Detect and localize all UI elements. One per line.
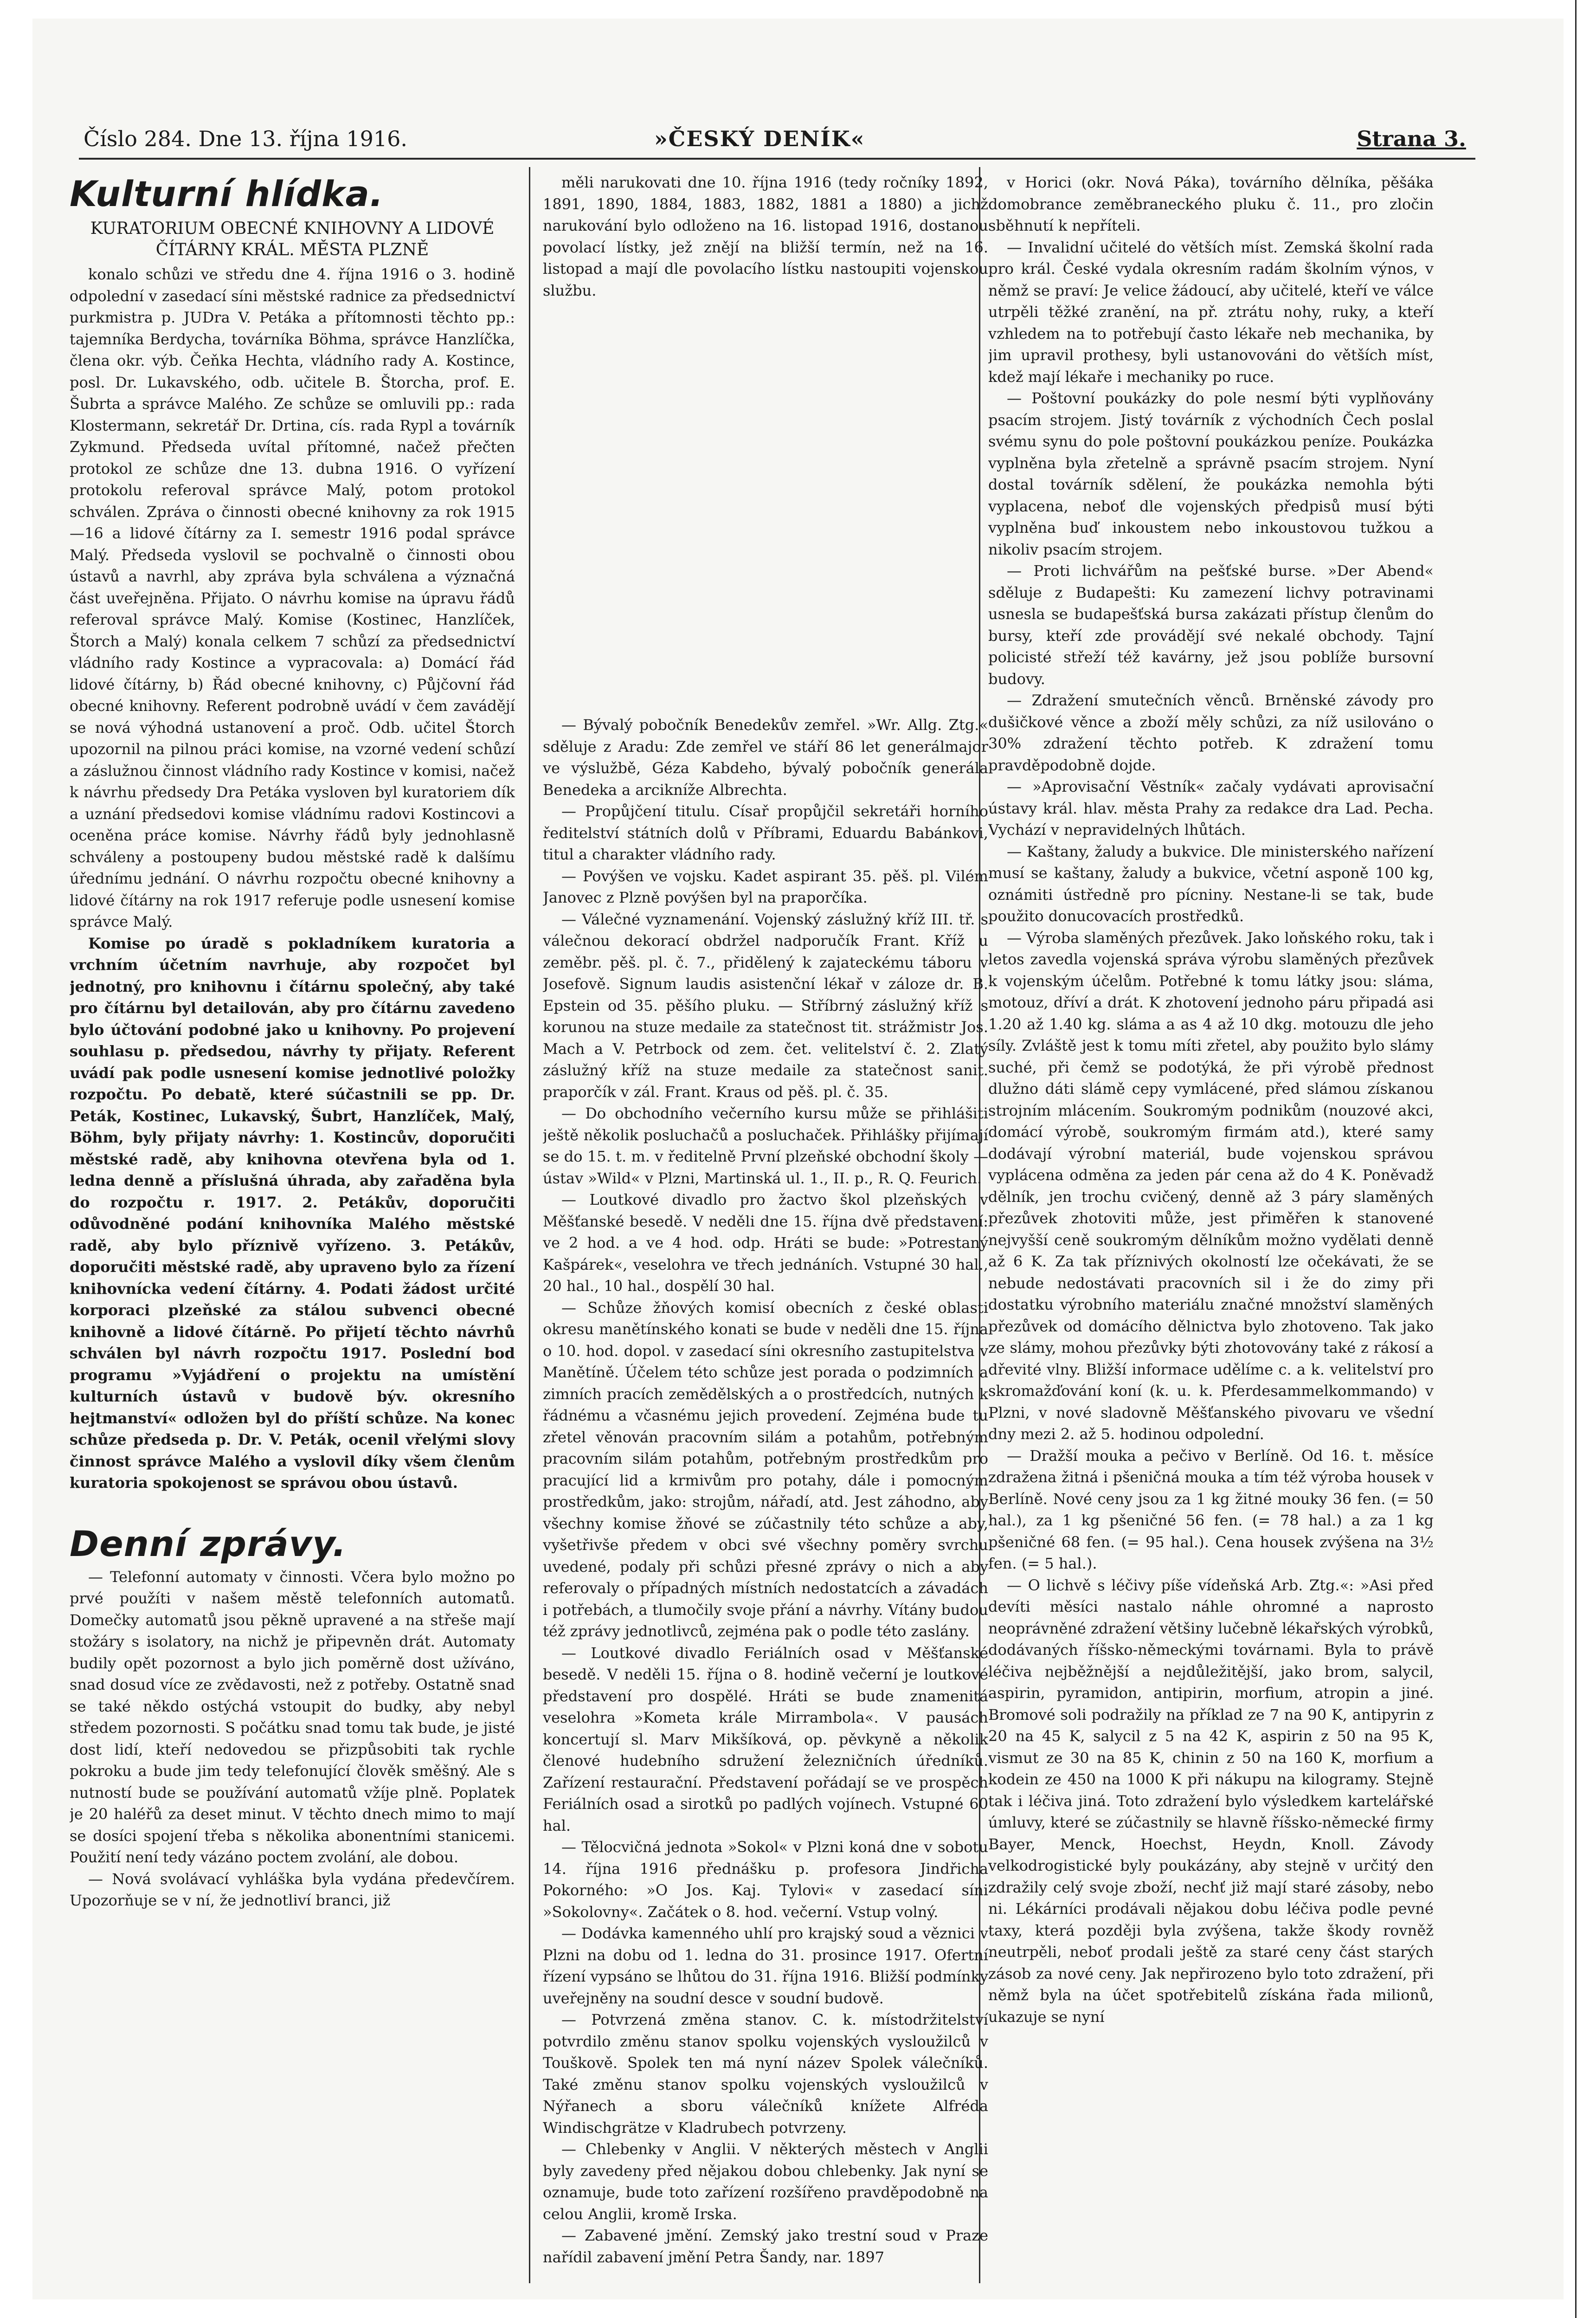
blank-space [543,301,988,714]
newspaper-page [32,19,1564,2299]
news-item: — Tělocvičná jednota »Sokol« v Plzni koná dne v sobotu 14. října 1916 přednášku p. profesora Jindřicha Pokorného: »O Jos. Kaj. Tylovi« v zasedací síni »Sokolovny«. Začátek o 8. hod. večerní. Vstup volný. [543,1838,988,1921]
issue-number-date: Číslo 284. Dne 13. října 1916. [84,126,408,151]
page-edge [1575,0,1577,2318]
news-item: — Propůjčení titulu. Císař propůjčil sekretáři horního ředitelství státních dolů v Příbrami, Eduardu Babánkovi, titul a charakter vládního rady. [543,802,988,863]
news-item: — Povýšen ve vojsku. Kadet aspirant 35. pěš. pl. Vilém Janovec z Plzně povýšen byl na praporčíka. [543,867,988,906]
column-2 [543,172,988,2288]
news-item: — Loutkové divadlo pro žactvo škol plzeňských v Měšťanské besedě. V neděli dne 15. října dvě představení: ve 2 hod. a ve 4 hod. odp. Hráti se bude: »Potrestaný Kašpárek«, veselohra ve třech jednáních. Vstupné 30 hal., 20 hal., 10 hal., dospělí 30 hal. [543,1191,988,1295]
newspaper-title: »ČESKÝ DENÍK« [654,126,865,151]
news-item: — Potvrzená změna stanov. C. k. místodržitelství potvrdilo změnu stanov spolku vojenských vysloužilců v Touškově. Spolek ten má nyní název Spolek válečníků. Také změnu stanov spolku vojenských vysloužilců v Nýřanech a sboru válečníků knížete Alfréda Windischgrätze v Kladrubech potvrzeny. [543,2011,988,2137]
news-item: — Do obchodního večerního kursu může se přihlášiti ještě několik posluchačů a posluchaček. Přihlášky přijímají se do 15. t. m. v ředitelně První plzeňské obchodní školy — ústav »Wild« v Plzni, Martinská ul. 1., II. p., R. Q. Feurich. [543,1104,988,1187]
news-item: — Poštovní poukázky do pole nesmí býti vyplňovány psacím strojem. Jistý továrník z východních Čech poslal svému synu do pole poštovní poukázkou peníze. Poukázka vyplněna byla zřetelně a správně psacím strojem. Nyní dostal továrník sdělení, že poukázka nemohla býti vyplacena, neboť dle vojenských předpisů musí býti vyplněna buď inkoustem nebo inkoustovou tužkou a nikoliv psacím strojem. [988,389,1434,558]
news-item: — Zdražení smutečních věnců. Brněnské závody pro dušičkové věnce a zboží měly schůzi, za níž usilováno o 30% zdražení těchto potřeb. K zdražení tomu pravděpodobně dojde. [988,691,1434,774]
article-heading-library: KURATORIUM OBECNÉ KNIHOVNY A LIDOVÉ ČÍTÁRNY KRÁL. MĚSTA PLZNĚ [90,219,495,259]
column-1 [70,172,515,2288]
news-item: — Chlebenky v Anglii. V některých městech v Anglii byly zavedeny před nějakou dobou chlebenky. Jak nyní se oznamuje, bude toto zařízení rozšířeno pravděpodobně na celou Anglii, kromě Irska. [543,2140,988,2223]
section-heading-daily-news: Denní zprávy. [70,1523,347,1564]
news-item: — Dodávka kamenného uhlí pro krajský soud a věznici v Plzni na dobu od 1. ledna do 31. prosince 1917. Ofertní řízení vypsáno se lhůtou do 31. října 1916. Bližší podmínky uveřejněny na soudní desce v soudní budově. [543,1924,988,2007]
news-item: — Nová svolávací vyhláška byla vydána předevčírem. Upozorňuje se v ní, že jednotliví branci, již [70,1870,515,1909]
news-item: — Válečné vyznamenání. Vojenský záslužný kříž III. tř. s válečnou dekorací obdržel nadporučík Frant. Kříž u zeměbr. pěš. pl. č. 7., přidělený k zajateckému táboru v Josefově. Signum laudis asistenční lékař v záloze dr. B. Epstein od 35. pěšího pluku. — Stříbrný záslužný kříž s korunou na stuze medaile za statečnost tit. strážmistr Jos. Mach a V. Petrbock od zem. čet. velitelství č. 2. Zlatý záslužný kříž na stuze medaile za statečnost sanit. praporčík v zál. Frant. Kraus od pěš. pl. č. 35. [543,910,988,1101]
news-item: — Proti lichvářům na pešťské burse. »Der Abend« sděluje z Budapešti: Ku zamezení lichvy potravinami usnesla se budapešťská bursa zakázati přístup členům do bursy, kteří zde provádějí své nekalé obchody. Tajní policisté střeží též kavárny, jež jsou poblíže bursovní budovy. [988,562,1434,688]
news-item: v Horici (okr. Nová Páka), továrního dělníka, pěšáka domobrance zeměbraneckého pluku č. 11., pro zločin sběhnutí k nepříteli. [988,174,1434,234]
section-heading-culture: Kulturní hlídka. [70,173,384,214]
page-number: Strana 3. [1357,126,1466,151]
article-paragraph: Komise po úradě s pokladníkem kuratoria a vrchním účetním navrhuje, aby rozpočet byl jednotný, pro knihovnu i čítárnu společný, aby také pro čítárnu byl detailován, aby pro čítárnu zavedeno bylo účtování podobné jako u knihovny. Po projevení souhlasu p. předsedou, návrhy ty přijaty. Referent uvádí pak podle usnesení komise jednotlivé položky rozpočtu. Po debatě, které súčastnili se pp. Dr. Peták, Kostinec, Lukavský, Šubrt, Hanzlíček, Malý, Böhm, byly přijaty návrhy: 1. Kostincův, doporučiti městské radě, aby knihovna otevřena byla od 1. ledna denně a příslušná úhrada, aby zařaděna byla do rozpočtu r. 1917. 2. Petákův, doporučiti odůvodněné podání knihovníka Malého městské radě, aby bylo příznivě vyřízeno. 3. Petákův, doporučiti městské radě, aby upraveno bylo za řízení knihovnícka vedení čítárny. 4. Podati žádost určité korporaci plzeňské za stálou subvenci obecné knihovně a lidové čítárně. Po přijetí těchto návrhů schválen byl návrh rozpočtu 1917. Poslední bod programu »Vyjádření o projektu na umístění kulturních ústavů v budově býv. okresního hejtmanství« odložen byl do příští schůze. Na konec schůze předseda p. Dr. V. Peták, ocenil vřelými slovy činnost správce Malého a vyslovil díky všem členům kuratoria spokojenost se správou obou ústavů. [70,934,515,1492]
news-item: — Schůze žňových komisí obecních z české oblasti okresu manětínského konati se bude v neděli dne 15. října o 10. hod. dopol. v zasedací síni okresního zastupitelstva v Manětíně. Účelem této schůze jest porada o podzimních a zimních pracích zemědělských a o prostředcích, nutných k řádnému a včasnému jejich provedení. Zejména bude tu zřetel věnován pracovním silám a potahům, potřebným pracovním silám potahům, potřebným prostředkům pro pracující lid a krmivům pro potahy, dále i pomocným prostředkům, jako: strojům, nářadí, atd. Jest záhodno, aby všechny komise žňové se zúčastnily této schůze a aby, vyšetřivše předem v obci své všechny poměry svrchu uvedené, podaly při schůzi přesné zprávy o nich a aby referovaly o případných místních nedostatcích a závadách i potřebách, a tlumočily svoje přání a návrhy. Vítány budou též zprávy jednotlivců, zejména pak o podle této zaslány. [543,1298,988,1640]
news-item: — »Aprovisační Věstník« začaly vydávati aprovisační ústavy král. hlav. města Prahy za redakce dra Lad. Pecha. Vychází v nepravidelných lhůtách. [988,778,1434,839]
news-item: — Dražší mouka a pečivo v Berlíně. Od 16. t. měsíce zdražena žitná i pšeničná mouka a tím též výroba housek v Berlíně. Nové ceny jsou za 1 kg žitné mouky 36 fen. (= 50 hal.), za 1 kg pšeničné 56 fen. (= 78 hal.) a za 1 kg pšeničné 68 fen. (= 95 hal.). Cena housek zvýšena na 3½ fen. (= 5 hal.). [988,1446,1434,1572]
news-item: — Zabavené jmění. Zemský jako trestní soud v Praze nařídil zabavení jmění Petra Šandy, nar. 1897 [543,2227,988,2266]
news-item: — Invalidní učitelé do větších míst. Zemská školní rada pro král. České vydala okresním radám školním výnos, v němž se praví: Je velice žádoucí, aby učitelé, kteří ve válce utrpěli těžké zranění, na př. ztrátu nohy, ruky, a kteří vzhledem na to potřebují často lékaře neb mechanika, by jim upravil prothesy, byli ustanovováni do větších míst, kdež mají lékaře i mechaniky po ruce. [988,238,1434,386]
news-item: — Kaštany, žaludy a bukvice. Dle ministerského nařízení musí se kaštany, žaludy a bukvice, včetní asponě 100 kg, oznámiti ústředně pro pícniny. Nestane-li se tak, bude použito donucovacích prostředků. [988,842,1434,925]
news-item: — Loutkové divadlo Feriálních osad v Měšťanské besedě. V neděli 15. října o 8. hodině večerní je loutkové představení pro dospělé. Hráti se bude znamenitá veselohra »Kometa krále Mirrambola«. V pausách koncertují sl. Marv Mikšíková, op. pěvkyně a několik členové hudebního sdružení železničních úředníků. Zařízení restaurační. Představení pořádají se ve prospěch Feriálních osad a sirotků po padlých vojínech. Vstupné 60 hal. [543,1644,988,1834]
news-item: — Telefonní automaty v činnosti. Včera bylo možno po prvé použíti v našem městě telefonních automatů. Domečky automatů jsou pěkně upravené a na střeše mají stožáry s isolatory, na nichž je připevněn drát. Automaty budily opět pozornost a bylo jich poměrně dost užíváno, snad dosud více ze zvědavosti, než z potřeby. Ostatně snad se také někdo ostýchá vstoupit do budky, aby nebyl středem pozornosti. S počátku snad tomu tak bude, je jisté dost lidí, kteří nedovedou se přizpůsobiti tak rychle pokroku a bude jim tedy telefonující člověk směšný. Ale s nutností bude se používání automatů vžíje plně. Poplatek je 20 haléřů za deset minut. V těchto dnech mimo to mají se dosíci spojení třeba s několika abonentními stanicemi. Použití není tedy vázáno poctem zvolání, ale dobou. [70,1568,515,1866]
news-item: — Výroba slaměných přezůvek. Jako loňského roku, tak i letos zavedla vojenská správa výrobu slaměných přezůvek k vojenským účelům. Potřebné k tomu látky jsou: sláma, motouz, dříví a drát. K zhotovení jednoho páru připadá asi 1.20 až 1.40 kg. sláma a as 4 až 10 dkg. motouzu dle jeho síly. Zvláště jest k tomu míti zřetel, aby použito bylo slámy suché, při čemž se podotýká, že při výrobě přednost dlužno dáti slámě cepy vymlácené, před slámou získanou strojním mlácením. Soukromým podnikům (nouzové akci, domácí výrobě, soukromým firmám atd.), které samy dodávají výrobní materiál, bude vojenskou správou vyplácena odměna za jeden pár cena až do 4 K. Poněvadž dělník, jen trochu cvičený, denně až 3 páry slaměných přezůvek zhotoviti může, jest přiměřen k stanovené nejvyšší ceně soukromým dělníkům možno vydělati denně až 6 K. Za tak příznivých okolností lze očekávati, že se nebude nedostávati pracovních sil i že do zimy při dostatku výrobního materiálu značné množství slaměných přezůvek od domácího dělnictva bylo zhotoveno. Tak jako ze slámy, mohou přezůvky býti zhotovovány také z rákosí a dřevité vlny. Bližší informace udělíme c. a k. velitelství pro skromažďování koní (k. u. k. Pferdesammelkommando) v Plzni, v nové sladovně Měšťanského pivovaru ve všední dny mezi 2. až 5. hodinou odpolední. [988,929,1434,1443]
column-divider-1 [529,167,530,2283]
header-rule [79,158,1475,160]
news-item: — Bývalý pobočník Benedekův zemřel. »Wr. Allg. Ztg.« sděluje z Aradu: Zde zemřel ve stáří 86 let generálmajor ve výslužbě, Géza Kabdeho, bývalý pobočník generála Benedeka a arcikníže Albrechta. [543,716,988,799]
article-paragraph: konalo schůzi ve středu dne 4. října 1916 o 3. hodině odpolední v zasedací síni městské radnice za předsednictví purkmistra p. JUDra V. Petáka a přítomnosti těchto pp.: tajemníka Berdycha, továrníka Böhma, správce Hanzlíčka, člena okr. výb. Čeňka Hechta, vládního rady A. Kostince, posl. Dr. Lukavského, odb. učitele B. Štorcha, prof. E. Šubrta a správce Malého. Ze schůze se omluvili pp.: rada Klostermann, sekretář Dr. Drtina, cís. rada Rypl a továrník Zykmund. Předseda uvítal přítomné, načež přečten protokol ze schůze dne 13. dubna 1916. O vyřízení protokolu referoval správce Malý, potom protokol schválen. Zpráva o činnosti obecné knihovny za rok 1915—16 a lidové čítárny za I. semestr 1916 podal správce Malý. Předseda vyslovil se pochvalně o činnosti obou ústavů a navrhl, aby zpráva byla schválena a význačná část uveřejněna. Přijato. O návrhu komise na úpravu řádů referoval správce Malý. Komise (Kostinec, Hanzlíček, Štorch a Malý) konala celkem 7 schůzí za předsednictví vládního rady Kostince a vypracovala: a) Domácí řád lidové čítárny, b) Řád obecné knihovny, c) Půjčovní řád obecné knihovny. Referent podrobně uvádí v čem zavádějí se nová výhodná ustanovení a proč. Odb. učitel Štorch upozornil na pilnou práci komise, na vzorné vedení schůzí a záslužnou činnost vládního rady Kostince v komisi, načež k návrhu předsedy Dra Petáka vysloven byl kuratoriem dík a uznání předsedovi komise vládnímu radovi Kostincovi a oceněna práce komise. Návrhy řádů byly jednohlasně schváleny a postoupeny budou městské radě k dalšímu úřednímu jednání. O návrhu rozpočtu obecné knihovny a lidové čítárny na rok 1917 referuje podle usnesení komise správce Malý. [70,265,515,930]
column-3 [988,172,1434,2288]
news-item: — O lichvě s léčivy píše vídeňská Arb. Ztg.«: »Asi před devíti měsíci nastalo náhle ohromné a naprosto neoprávněné zdražení většiny lučebně lékařských výrobků, dodávaných říšsko-německými továrnami. Byla to právě léčiva nejběžnější a nejdůležitější, jako brom, salycil, aspirin, pyramidon, antipirin, morfium, atropin a jiné. Bromové soli podražily na příklad ze 7 na 90 K, antipyrin z 20 na 45 K, salycil z 5 na 42 K, aspirin z 50 na 95 K, vismut ze 30 na 85 K, chinin z 50 na 160 K, morfium a kodein ze 450 na 1000 K při nákupu na kilogramy. Stejně tak i léčiva jiná. Toto zdražení bylo výsledkem kartelářské úmluvy, které se zúčastnily se hlavně říšsko-německé firmy Bayer, Menck, Hoechst, Heydn, Knoll. Závody velkodrogistické byly poukázány, aby stejně v určitý den zdražily celý svoje zboží, nechť již mají staré zásoby, nebo ni. Lékárníci prodávali nějakou dobu léčiva podle pevné taxy, která později byla zvýšena, takže škody rovněž neutrpěli, neboť prodali ještě za staré ceny část starých zásob za nové ceny. Jak nepřirozeno bylo toto zdražení, při němž byla na účet spotřebitelů získána řada milionů, ukazuje se nyní [988,1576,1434,2026]
news-item: měli narukovati dne 10. října 1916 (tedy ročníky 1892, 1891, 1890, 1884, 1883, 1882, 1881 a 1880) a jichž narukování bylo odloženo na 16. listopad 1916, dostanou povolací lístky, jež znějí na bližší termín, než na 16. listopad a mají dle povolacího lístku nastoupiti vojenskou službu. [543,174,988,299]
